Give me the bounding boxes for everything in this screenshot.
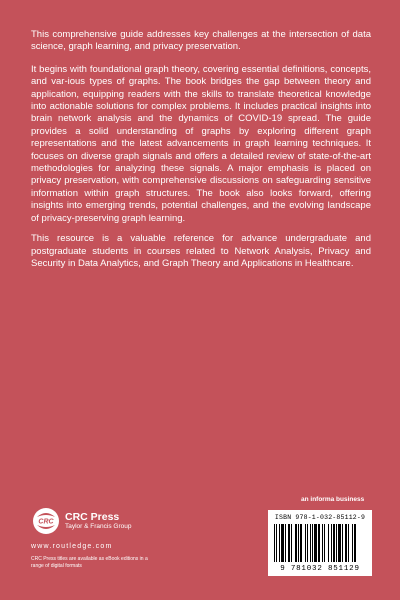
informa-business-tag: an informa business: [301, 496, 365, 503]
publisher-website: www.routledge.com: [31, 543, 113, 550]
back-cover-description: [31, 29, 371, 280]
description-paragraph-1: This comprehensive guide addresses key challenges at the intersection of data science, graph learning, and privacy preservation.: [31, 29, 371, 53]
publisher-name-block: [65, 512, 131, 531]
barcode: [268, 510, 372, 576]
barcode-stripe: [356, 524, 357, 562]
crc-logo-text: CRC: [38, 518, 54, 526]
publisher-group: Taylor & Francis Group: [65, 523, 132, 530]
ebook-note: CRC Press titles are available as eBook editions in a range of digital formats: [31, 556, 148, 569]
barcode-digits: 9 781032 851129: [280, 565, 360, 573]
crc-press-logo-icon: [32, 507, 60, 535]
barcode-bars: [274, 524, 366, 562]
description-paragraph-2: It begins with foundational graph theory, covering essential definitions, concepts, and var-ious types of graphs. The book bridges the gap between theory and application, equipping readers with the skills to translate theoretical knowledge into actionable solutions for complex problems. It includes practical insights into brain network analysis and the dynamics of COVID-19 spread. The guide provides a solid understanding of graphs by exploring different graph representations and the latest advancements in graph learning techniques. It focuses on diverse graph signals and offers a detailed review of state-of-the-art methodologies for analyzing these signals. A major emphasis is placed on privacy preservation, with comprehensive discussions on safeguarding sensitive information within graph structures. The book also looks forward, offering insights into emerging trends, potential challenges, and the evolving landscape of privacy-preserving graph learning.: [31, 63, 371, 224]
isbn-label: ISBN 978-1-032-85112-9: [274, 514, 366, 521]
description-paragraph-3: This resource is a valuable reference for advance undergraduate and postgraduate students in courses related to Network Analysis, Privacy and Security in Data Analytics, and Graph Theory and Applications in Healthcare.: [31, 233, 371, 269]
publisher-name: CRC Press: [65, 511, 120, 523]
